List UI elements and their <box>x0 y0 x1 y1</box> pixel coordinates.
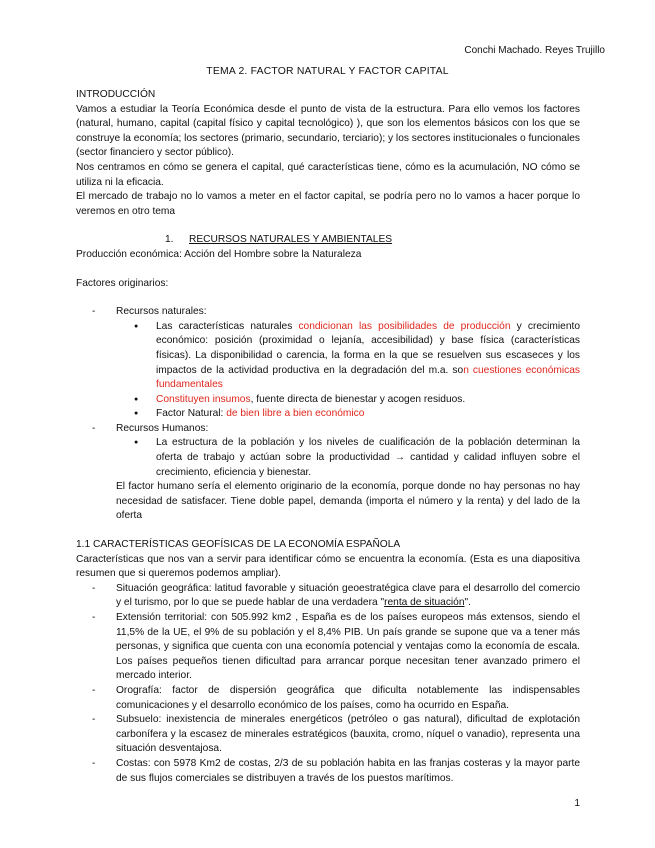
factores-label: Factores originarios: <box>76 277 169 289</box>
geofisicas-list <box>76 582 580 786</box>
text-span: ". <box>464 597 471 609</box>
list-item <box>76 582 580 611</box>
list-item <box>116 393 580 408</box>
factor-humano-paragraph: El factor humano sería el elemento originario de la economía, porque donde no hay personas no hay necesidad de satisfacer. Tiene doble papel, demanda (importa el número y la renta) y del lado de la oferta <box>116 481 580 522</box>
text-span: , fuente directa de bienestar y acogen residuos. <box>250 393 466 405</box>
text-span: Las características naturales <box>156 320 299 332</box>
section-1-title: RECURSOS NATURALES Y AMBIENTALES <box>189 234 393 246</box>
text-span: Factor Natural: <box>156 408 227 420</box>
header-author: Conchi Machado. Reyes Trujillo <box>464 45 605 56</box>
list-item-recursos-humanos <box>76 422 580 480</box>
intro-paragraph-3: El mercado de trabajo no lo vamos a meter en el factor capital, se podría pero no lo vamos a hacer porque lo veremos en otro tema <box>76 191 580 217</box>
list-item: - Extensión territorial: con 505.992 km2 , España es de los países europeos más extensos, siendo el 11,5% de la UE, el 9% de su población y el 8,4% PIB. Un país grande se supone que va a tener más personas, y significa que cuenta con una economía potencial y ventajas como la economía de escala. Los países pequeños tienen dificultad para arrancar porque necesitan tener avanzado primero el mercado interior. <box>76 611 580 684</box>
recursos-humanos-label: Recursos Humanos: <box>116 422 209 434</box>
section-1-heading <box>76 233 580 248</box>
list-item: - Costas: con 5978 Km2 de costas, 2/3 de su población habita en las franjas costeras y la mayor parte de sus flujos comerciales se distribuyen a través de los puestos marítimos. <box>76 757 580 786</box>
section-1-number: 1. <box>165 234 174 246</box>
section-1-subtitle: Producción económica: Acción del Hombre sobre la Naturaleza <box>76 248 362 260</box>
list-item <box>116 407 580 422</box>
list-item <box>116 320 580 393</box>
document-body <box>76 88 580 786</box>
list-item: ● La estructura de la población y los niveles de cualificación de la población determinan la oferta de trabajo y actúan sobre la productividad → cantidad y calidad influyen sobre el crecimiento, eficiencia y bienestar. <box>116 436 580 480</box>
highlight-text: n cuestiones económicas fundamentales <box>156 364 581 391</box>
intro-heading: INTRODUCCIÓN <box>76 89 156 100</box>
text-span: Situación geográfica: latitud favorable y situación geoestratégica clave para el desarrollo del comercio y el turismo, por lo que se puede hablar de una verdadera " <box>116 582 580 609</box>
highlight-text: de bien libre a bien económico <box>226 408 365 420</box>
page-number: 1 <box>574 798 580 810</box>
underlined-text: renta de situación <box>384 597 465 609</box>
document-title: TEMA 2. FACTOR NATURAL Y FACTOR CAPITAL <box>206 66 449 77</box>
intro-paragraph-1: Vamos a estudiar la Teoría Económica desde el punto de vista de la estructura. Para ello vemos los factores (natural, humano, capital (capital físico y capital tecnológico) ), que son los elementos básicos con los que se construye la economía; los sectores (primario, secundario, terciario); y los sectores institucionales o funcionales (sector financiero y sector público). <box>76 103 580 159</box>
recursos-list <box>76 305 580 480</box>
list-item: - Orografía: factor de dispersión geográfica que dificulta notablemente las indispensables comunicaciones y el desarrollo económico de los países, como ha ocurrido en España. <box>76 684 580 713</box>
section-1-1-heading: 1.1 CARACTERÍSTICAS GEOFÍSICAS DE LA ECONOMÍA ESPAÑOLA <box>76 539 401 551</box>
list-item-recursos-naturales <box>76 305 580 422</box>
section-1-1-intro: Características que nos van a servir para identificar cómo se encuentra la economía. (Esta es una diapositiva resumen que si queremos podemos ampliar). <box>76 553 580 580</box>
list-item: - Subsuelo: inexistencia de minerales energéticos (petróleo o gas natural), dificultad de explotación carbonífera y la escasez de minerales estratégicos (bauxita, cromo, níquel o vanadio), representa una situación desventajosa. <box>76 713 580 757</box>
recursos-naturales-label: Recursos naturales: <box>116 306 207 318</box>
highlight-text: Constituyen insumos <box>156 393 251 405</box>
text-span: y crecimiento económico: posición (proximidad o lejanía, accesibilidad) y base física (características físicas). La disponibilidad o carencia, la forma en la que se resuelven sus escaseces y los impactos de la actividad productiva en la degradación del m.a. so <box>156 320 580 376</box>
intro-paragraph-2: Nos centramos en cómo se genera el capital, qué características tiene, cómo es la acumulación, NO cómo se utiliza ni la eficacia. <box>76 161 580 188</box>
highlight-text: condicionan las posibilidades de producción <box>298 320 511 332</box>
